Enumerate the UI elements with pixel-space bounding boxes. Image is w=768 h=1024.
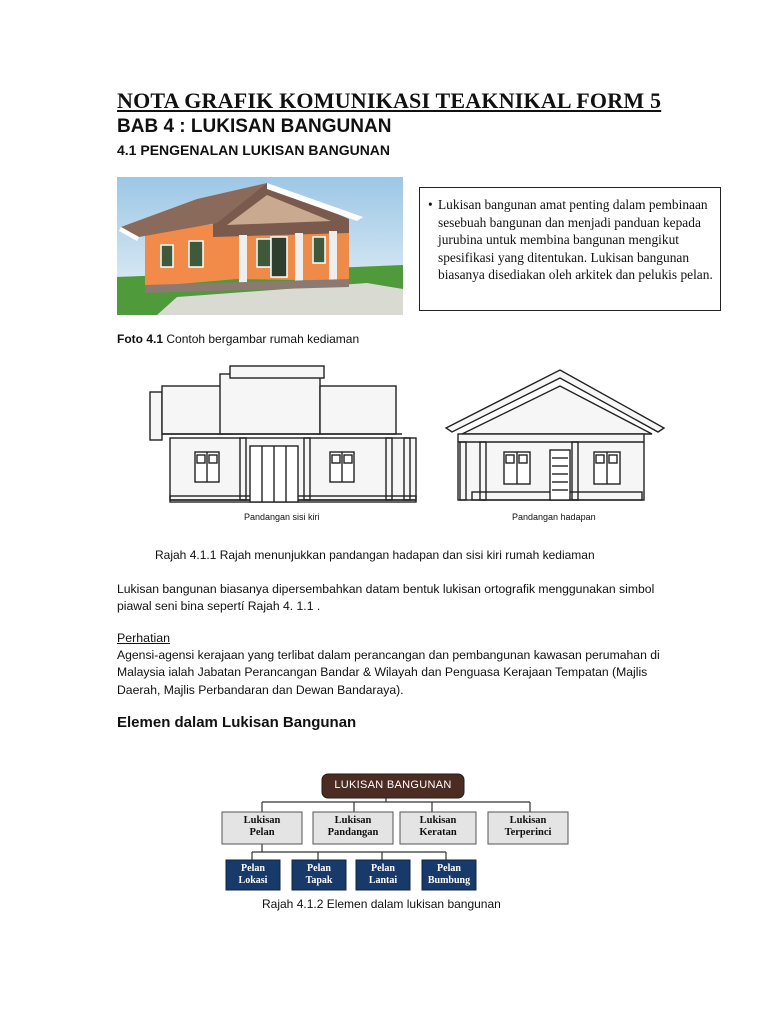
tree-root-label: LUKISAN BANGUNAN: [334, 779, 452, 791]
left-view-label: Pandangan sisi kiri: [244, 512, 320, 522]
tree-level2-line: Lantai: [368, 875, 398, 886]
tree-level1-line: Pandangan: [327, 827, 379, 838]
attention-heading: Perhatian: [117, 631, 171, 645]
tree-level1-line: Terperinci: [504, 827, 552, 838]
elements-heading: Elemen dalam Lukisan Bangunan: [117, 714, 357, 731]
chapter-title: BAB 4 : LUKISAN BANGUNAN: [117, 116, 392, 137]
tree-level1-label-3: [400, 815, 476, 839]
house-photo: [117, 177, 403, 315]
attention-body: Agensi-agensi kerajaan yang terlibat dalam perancangan dan pembangunan kawasan perumahan di Malaysia ialah Jabatan Perancangan Bandar & Wilayah dan Penguasa Kerajaan Tempatan (Majlis Daerah, Majlis Perbandaran dan Dewan Bandaraya).: [117, 648, 660, 697]
elements-tree-diagram: [196, 770, 576, 896]
photo-caption-label: Foto 4.1: [117, 332, 164, 346]
elevation-drawings: [140, 362, 696, 530]
tree-level2-line: Lokasi: [238, 875, 268, 886]
tree-level2-label-2: [292, 863, 346, 887]
tree-level1-label-1: [222, 815, 302, 839]
figure-caption: Rajah 4.1.1 Rajah menunjukkan pandangan hadapan dan sisi kiri rumah kediaman: [155, 548, 595, 562]
section-title: 4.1 PENGENALAN LUKISAN BANGUNAN: [117, 142, 391, 158]
tree-level2-label-1: [226, 863, 280, 887]
tree-level1-label-4: [488, 815, 568, 839]
tree-level2-label-4: [422, 863, 476, 887]
tree-level2-line: Pelan: [437, 863, 461, 874]
tree-caption: Rajah 4.1.2 Elemen dalam lukisan bangunan: [262, 897, 501, 911]
tree-level2-label-3: [356, 863, 410, 887]
front-view-label: Pandangan hadapan: [512, 512, 596, 522]
tree-level1-line: Lukisan: [243, 815, 281, 826]
body-paragraph: Lukisan bangunan biasanya dipersembahkan datam bentuk lukisan ortografik menggunakan simbol piawal seni bina sepertí Rajah 4. 1.1 .: [117, 582, 655, 613]
tree-level1-line: Lukisan: [334, 815, 372, 826]
front-elevation: [446, 370, 664, 500]
photo-caption-text: Contoh bergambar rumah kediaman: [163, 332, 360, 346]
photo-caption: [117, 332, 359, 346]
tree-level2-line: Pelan: [307, 863, 331, 874]
tree-level1-line: Lukisan: [509, 815, 547, 826]
bullet-mark: •: [428, 197, 433, 212]
info-note-box: [419, 187, 721, 311]
tree-level1-line: Lukisan: [419, 815, 457, 826]
tree-level1-label-2: [313, 815, 393, 839]
tree-level2-line: Pelan: [241, 863, 265, 874]
tree-level2-line: Bumbung: [427, 875, 471, 886]
info-note-text: Lukisan bangunan amat penting dalam pembinaan sesebuah bangunan dan menjadi panduan kepada jurubina untuk membina bangunan mengikut spesifikasi yang ditentukan. Lukisan bangunan biasanya disediakan oleh arkitek dan pelukis pelan.: [438, 197, 713, 283]
tree-level1-line: Keratan: [419, 827, 457, 838]
document-title: NOTA GRAFIK KOMUNIKASI TEAKNIKAL FORM 5: [117, 88, 662, 113]
tree-level1-line: Pelan: [249, 827, 275, 838]
left-side-elevation: [150, 366, 416, 502]
tree-level2-line: Pelan: [371, 863, 395, 874]
tree-level2-line: Tapak: [305, 875, 333, 886]
